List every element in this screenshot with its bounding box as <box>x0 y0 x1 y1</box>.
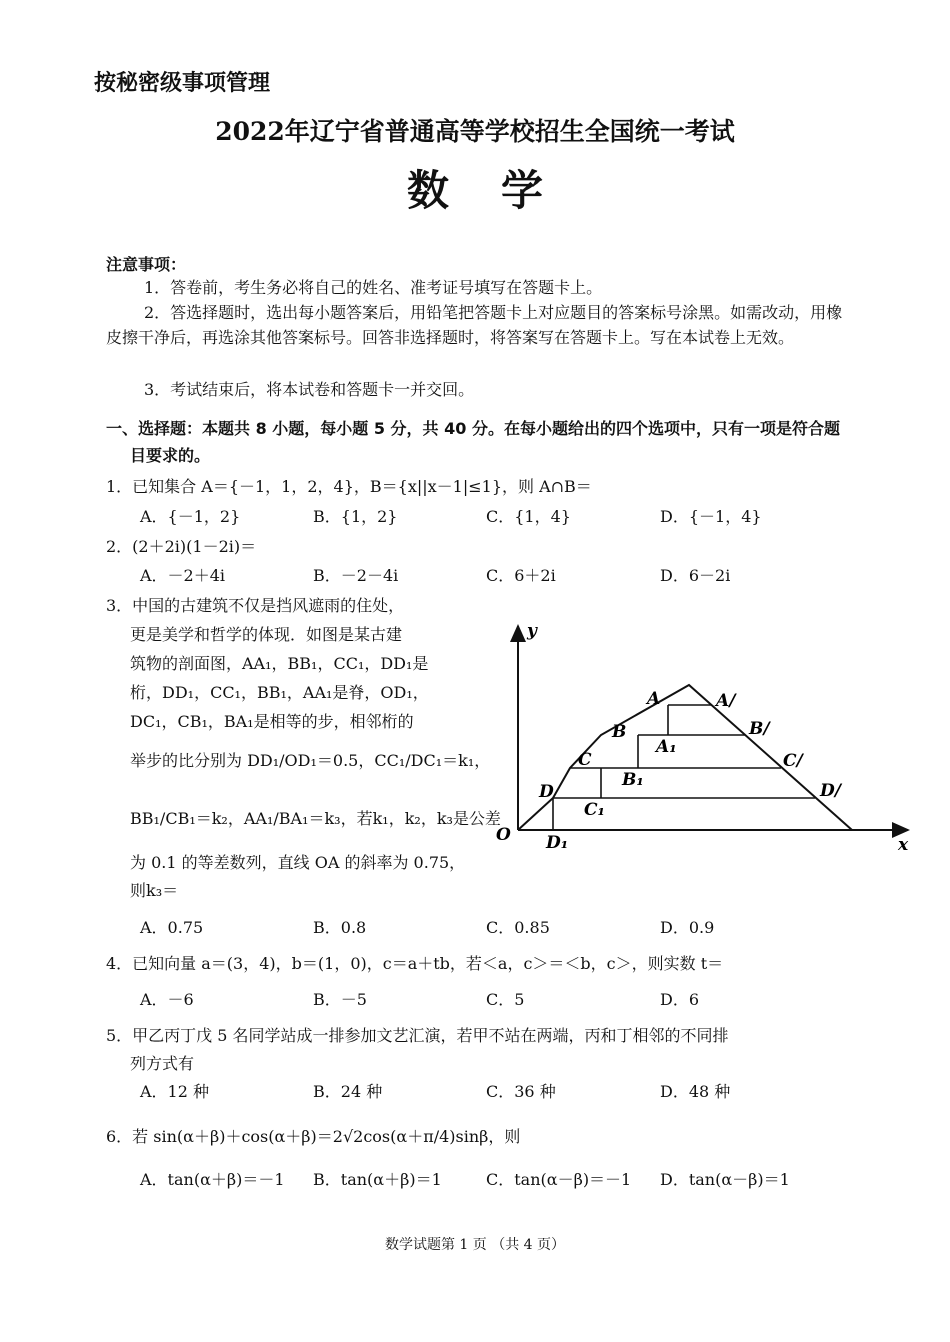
q3-option-b: B．0.8 <box>313 918 367 937</box>
q1-option-d: D．{－1，4} <box>660 507 762 526</box>
exam-title: 2022年辽宁省普通高等学校招生全国统一考试 <box>215 117 735 146</box>
subject-title: 数学 <box>406 166 595 215</box>
q2-option-a: A．－2＋4i <box>140 566 226 585</box>
q3-option-d: D．0.9 <box>660 918 715 937</box>
q6-option-d: D．tan(α－β)＝1 <box>660 1170 790 1189</box>
q5-option-c: C．36 种 <box>486 1082 556 1101</box>
label-c-prime: C/ <box>783 751 803 771</box>
q4-option-b: B．－5 <box>313 990 367 1009</box>
q5-line-2: 列方式有 <box>130 1054 195 1073</box>
label-d1: D₁ <box>546 833 569 853</box>
q3-line-9: 则k₃＝ <box>130 881 179 900</box>
q3-line-8: 为 0.1 的等差数列，直线 OA 的斜率为 0.75， <box>130 853 466 872</box>
note-2: 2．答选择题时，选出每小题答案后，用铅笔把答题卡上对应题目的答案标号涂黑。如需改动，用橡皮擦干净后，再选涂其他答案标号。回答非选择题时，将答案写在答题卡上。写在本试卷上无效。 <box>106 303 843 347</box>
q2-option-d: D．6－2i <box>660 566 731 585</box>
note-3: 3．考试结束后，将本试卷和答题卡一并交回。 <box>144 380 475 399</box>
label-c: C <box>578 750 592 770</box>
q3-option-a: A．0.75 <box>140 918 204 937</box>
q2-option-c: C．6＋2i <box>486 566 556 585</box>
note-1: 1．答卷前，考生务必将自己的姓名、准考证号填写在答题卡上。 <box>144 278 603 297</box>
q1-option-b: B．{1，2} <box>313 507 398 526</box>
q5-option-a: A．12 种 <box>140 1082 210 1101</box>
q3-line-5: DC₁，CB₁，BA₁是相等的步，相邻桁的 <box>130 712 414 731</box>
notes-heading: 注意事项： <box>106 255 187 274</box>
q3-line-3: 筑物的剖面图，AA₁，BB₁，CC₁，DD₁是 <box>130 654 429 673</box>
q5-option-b: B．24 种 <box>313 1082 383 1101</box>
building-section-figure <box>490 612 920 862</box>
q3-line-4: 桁，DD₁，CC₁，BB₁，AA₁是脊，OD₁， <box>130 683 429 702</box>
q5-option-d: D．48 种 <box>660 1082 731 1101</box>
label-a1: A₁ <box>656 737 677 757</box>
label-b: B <box>612 722 627 742</box>
label-x: x <box>898 835 909 855</box>
q3-line-2: 更是美学和哲学的体现．如图是某古建 <box>130 625 403 644</box>
q3-line-6: 举步的比分别为 DD₁/OD₁＝0.5，CC₁/DC₁＝k₁， <box>130 751 491 770</box>
label-d: D <box>539 782 554 802</box>
page-footer: 数学试题第 1 页 （共 4 页） <box>384 1237 566 1253</box>
q4-stem: 4．已知向量 a＝(3，4)，b＝(1，0)，c＝a＋tb，若＜a，c＞＝＜b，c＞，则实数 t＝ <box>106 954 724 973</box>
label-a: A <box>647 689 661 709</box>
label-d-prime: D/ <box>820 781 841 801</box>
q3-line-7: BB₁/CB₁＝k₂，AA₁/BA₁＝k₃，若k₁，k₂，k₃是公差 <box>130 809 501 828</box>
q4-option-a: A．－6 <box>140 990 194 1009</box>
secret-mark: 按秘密级事项管理 <box>94 71 271 96</box>
label-b1: B₁ <box>622 770 644 790</box>
section-heading: 一、选择题：本题共 8 小题，每小题 5 分，共 40 分。在每小题给出的四个选项中，只有一项是符合题目要求的。 <box>106 419 840 465</box>
q6-option-a: A．tan(α＋β)＝－1 <box>140 1170 285 1189</box>
q1-option-a: A．{－1，2} <box>140 507 241 526</box>
q6-stem: 6．若 sin(α＋β)＋cos(α＋β)＝2√2cos(α＋π/4)sinβ，则 <box>106 1127 521 1146</box>
q6-option-b: B．tan(α＋β)＝1 <box>313 1170 442 1189</box>
label-b-prime: B/ <box>749 719 770 739</box>
q2-stem: 2．(2＋2i)(1－2i)＝ <box>106 537 257 556</box>
q6-option-c: C．tan(α－β)＝－1 <box>486 1170 632 1189</box>
q4-option-d: D．6 <box>660 990 700 1009</box>
label-o: O <box>496 825 511 845</box>
label-y: y <box>527 621 537 641</box>
q2-option-b: B．－2－4i <box>313 566 399 585</box>
q3-line-1: 3．中国的古建筑不仅是挡风遮雨的住处， <box>106 596 405 615</box>
q5-line-1: 5．甲乙丙丁戊 5 名同学站成一排参加文艺汇演，若甲不站在两端，丙和丁相邻的不同排 <box>106 1026 729 1045</box>
label-c1: C₁ <box>584 800 605 820</box>
q4-option-c: C．5 <box>486 990 525 1009</box>
q1-stem: 1．已知集合 A＝{－1，1，2，4}，B＝{x||x－1|≤1}，则 A∩B＝ <box>106 477 592 496</box>
q1-option-c: C．{1，4} <box>486 507 571 526</box>
label-a-prime: A/ <box>716 691 736 711</box>
q3-option-c: C．0.85 <box>486 918 550 937</box>
